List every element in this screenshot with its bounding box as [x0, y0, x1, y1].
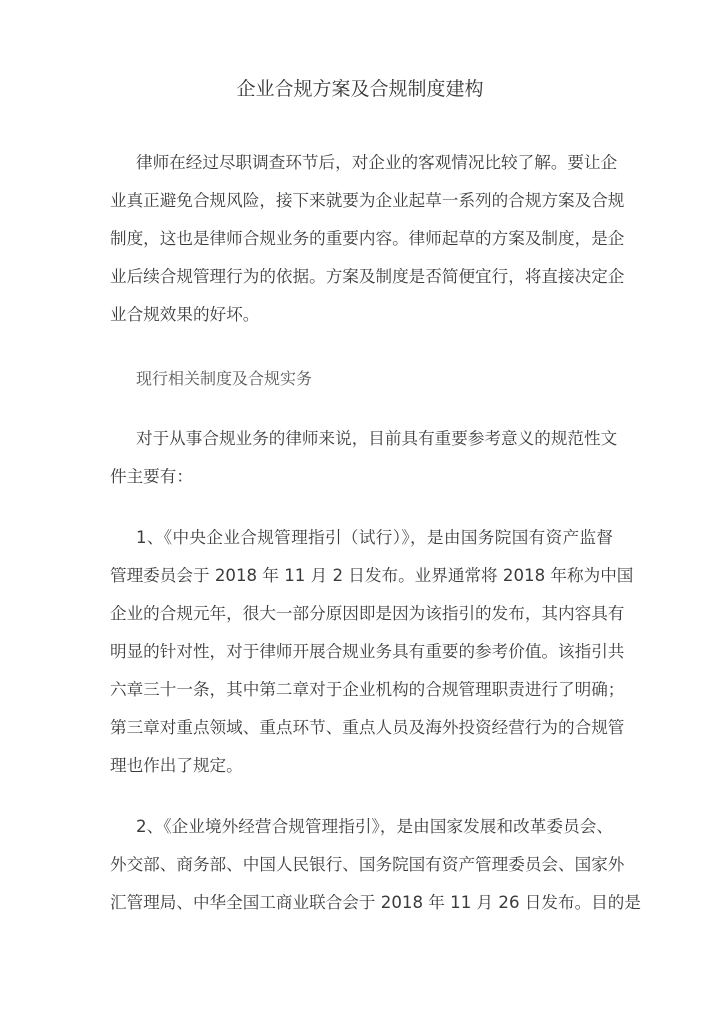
text-line: 制度，这也是律师合规业务的重要内容。律师起草的方案及制度，是企 [110, 229, 625, 248]
text-line: 1、《中央企业合规管理指引（试行）》，是由国务院国有资产监督 [136, 528, 613, 547]
section-subheading: 现行相关制度及合规实务 [136, 369, 313, 388]
text-line: 外交部、商务部、中国人民银行、国务院国有资产管理委员会、国家外 [110, 855, 625, 874]
paragraph-documents-intro [110, 420, 618, 496]
text-line: 六章三十一条，其中第二章对于企业机构的合规管理职责进行了明确； [110, 680, 625, 699]
text-line: 企业的合规元年，很大一部分原因即是因为该指引的发布，其内容具有 [110, 604, 625, 623]
text-line: 业真正避免合规风险，接下来就要为企业起草一系列的合规方案及合规 [110, 191, 625, 210]
paragraph-item-2 [110, 808, 641, 922]
text-line: 管理委员会于 2018 年 11 月 2 日发布。业界通常将 2018 年称为中国 [110, 566, 634, 585]
text-line: 业后续合规管理行为的依据。方案及制度是否简便宜行，将直接决定企 [110, 267, 625, 286]
paragraph-intro [110, 144, 625, 334]
text-line: 汇管理局、中华全国工商业联合会于 2018 年 11 月 26 日发布。目的是 [110, 893, 641, 912]
text-line: 第三章对重点领域、重点环节、重点人员及海外投资经营行为的合规管 [110, 718, 625, 737]
text-line: 对于从事合规业务的律师来说，目前具有重要参考意义的规范性文 [136, 429, 618, 448]
text-line: 律师在经过尽职调查环节后，对企业的客观情况比较了解。要让企 [136, 153, 618, 172]
paragraph-item-1 [110, 519, 634, 785]
text-line: 件主要有： [110, 467, 193, 486]
text-line: 业合规效果的好坏。 [110, 305, 260, 324]
text-line: 明显的针对性，对于律师开展合规业务具有重要的参考价值。该指引共 [110, 642, 625, 661]
document-title: 企业合规方案及合规制度建构 [236, 78, 484, 100]
text-line: 理也作出了规定。 [110, 756, 243, 775]
text-line: 2、《企业境外经营合规管理指引》，是由国家发展和改革委员会、 [136, 817, 613, 836]
